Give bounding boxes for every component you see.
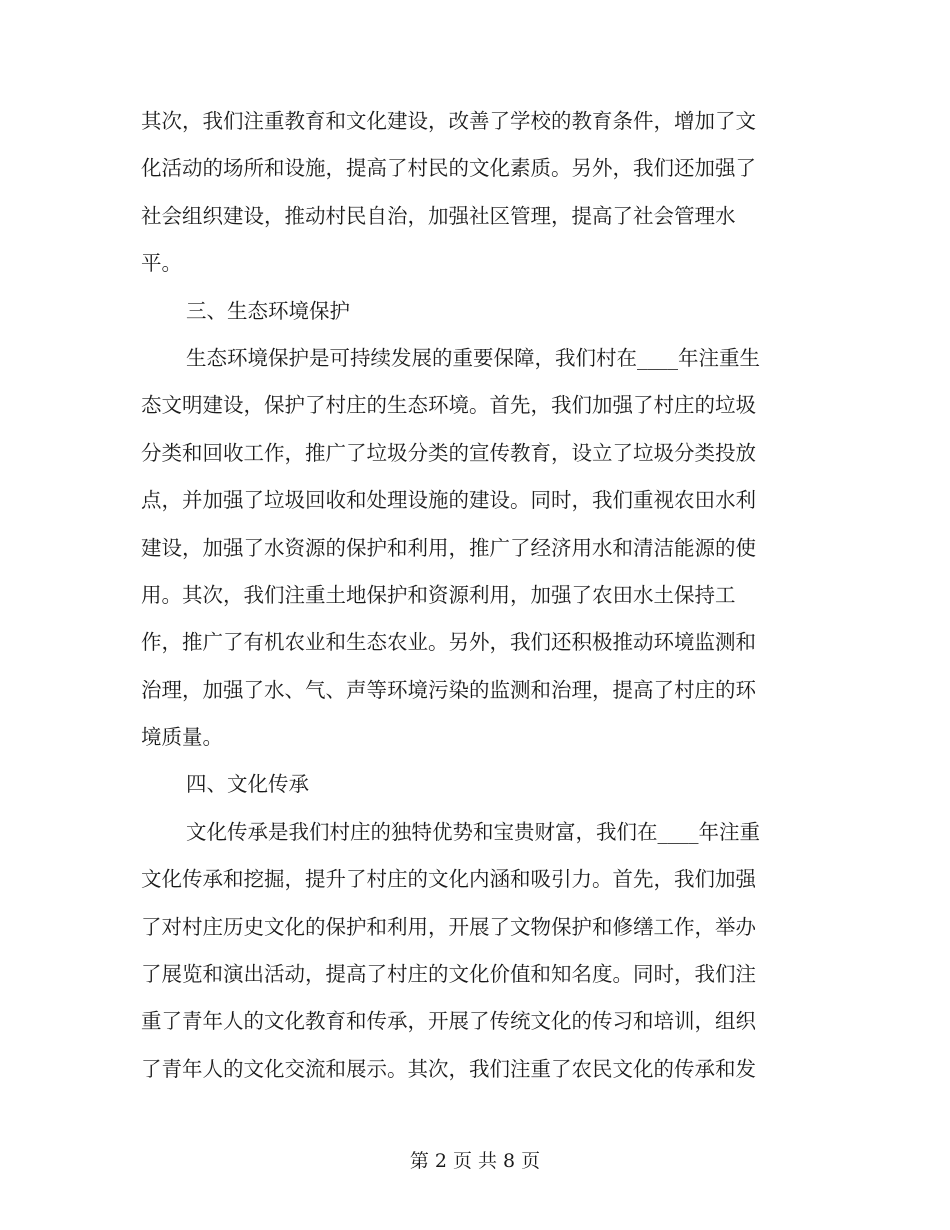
body-text xyxy=(141,98,801,1093)
text-line: 态文明建设，保护了村庄的生态环境。首先，我们加强了村庄的垃圾 xyxy=(141,393,756,418)
text-line: 境质量。 xyxy=(141,725,223,750)
text-line: 化活动的场所和设施，提高了村民的文化素质。另外，我们还加强了 xyxy=(141,156,756,181)
text-line: 重了青年人的文化教育和传承，开展了传统文化的传习和培训，组织 xyxy=(141,1009,756,1034)
text-line: 了展览和演出活动，提高了村庄的文化价值和知名度。同时，我们注 xyxy=(141,962,756,987)
section-heading: 四、文化传承 xyxy=(186,772,309,797)
text-line: 文化传承和挖掘，提升了村庄的文化内涵和吸引力。首先，我们加强 xyxy=(141,867,756,892)
text-line: 建设，加强了水资源的保护和利用，推广了经济用水和清洁能源的使 xyxy=(141,535,756,560)
text-line: 分类和回收工作，推广了垃圾分类的宣传教育，设立了垃圾分类投放 xyxy=(141,440,756,465)
text-line: 了青年人的文化交流和展示。其次，我们注重了农民文化的传承和发 xyxy=(141,1056,756,1081)
text-line: 作，推广了有机农业和生态农业。另外，我们还积极推动环境监测和 xyxy=(141,630,756,655)
text-line: 平。 xyxy=(141,251,182,276)
text-line: 治理，加强了水、气、声等环境污染的监测和治理，提高了村庄的环 xyxy=(141,677,756,702)
section-heading: 三、生态环境保护 xyxy=(186,298,350,323)
text-line: 社会组织建设，推动村民自治，加强社区管理，提高了社会管理水 xyxy=(141,203,736,228)
text-line: 点，并加强了垃圾回收和处理设施的建设。同时，我们重视农田水利 xyxy=(141,488,756,513)
text-line: 了对村庄历史文化的保护和利用，开展了文物保护和修缮工作，举办 xyxy=(141,914,756,939)
text-line: 文化传承是我们村庄的独特优势和宝贵财富，我们在____年注重 xyxy=(186,819,760,844)
text-line: 生态环境保护是可持续发展的重要保障，我们村在____年注重生 xyxy=(186,345,760,370)
page-footer: 第 2 页 共 8 页 xyxy=(409,1150,541,1172)
text-line: 其次，我们注重教育和文化建设，改善了学校的教育条件，增加了文 xyxy=(141,109,756,133)
text-line: 用。其次，我们注重土地保护和资源利用，加强了农田水土保持工 xyxy=(141,582,736,607)
